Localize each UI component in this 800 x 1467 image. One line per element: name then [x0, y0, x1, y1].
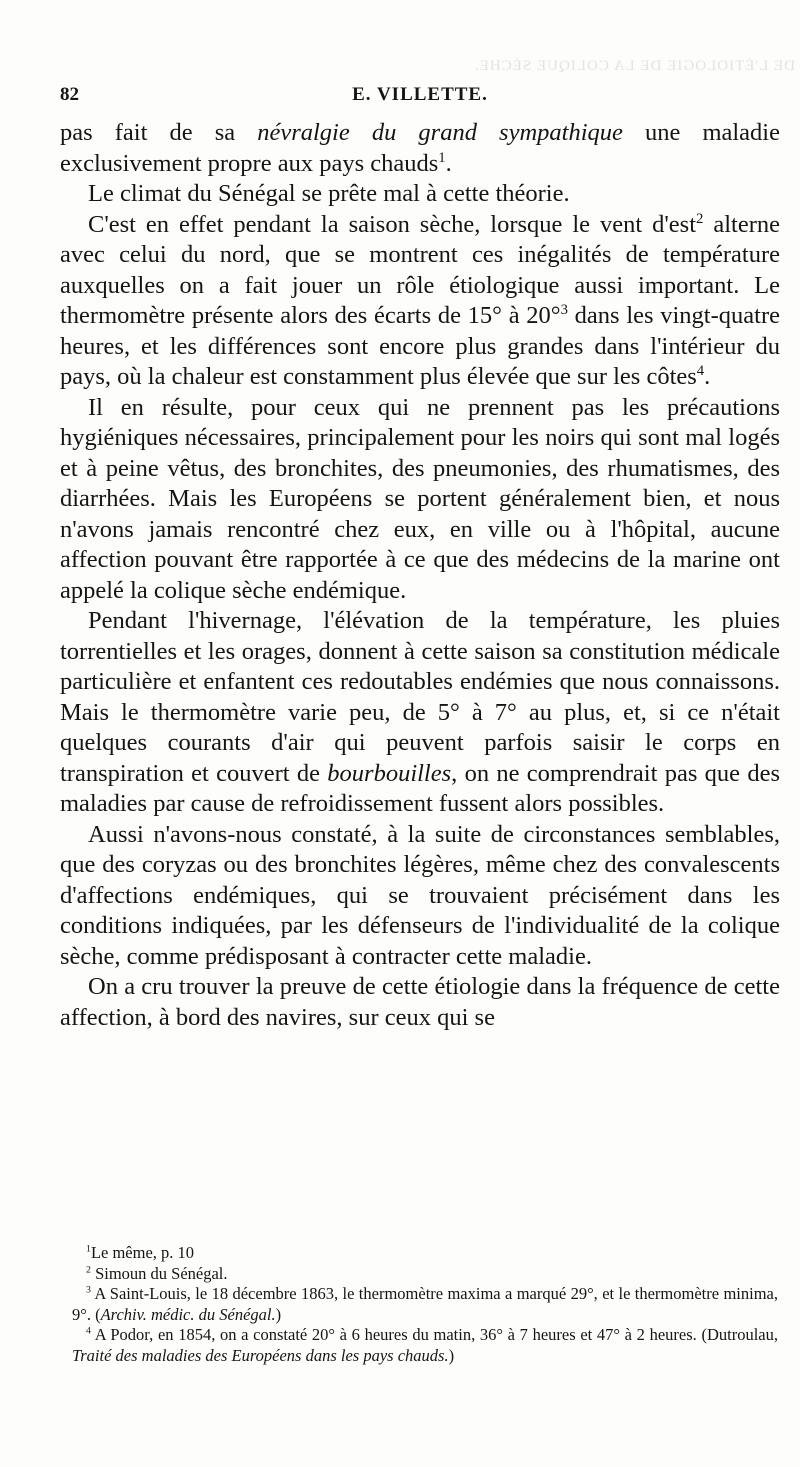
paragraph	[60, 606, 780, 820]
bleed-through-text: DE L'ÉTIOLOGIE DE LA COLIQUE SÈCHE.	[474, 58, 795, 74]
paragraph	[60, 393, 780, 607]
text-run: dans les vingt-quatre heures, et les différences sont encore plus grandes dans l'intérieur du pays, où la chaleur est constamment plus élevée que sur les côtes	[60, 302, 780, 390]
footnote	[72, 1243, 778, 1264]
body-text	[60, 118, 780, 1033]
italic-text: névralgie du grand sympathique	[257, 119, 623, 146]
text-run: A Podor, en 1854, on a constaté 20° à 6 heures du matin, 36° à 7 heures et 47° à 2 heures. (Dutroulau,	[90, 1325, 778, 1344]
paragraph	[60, 820, 780, 973]
footnotes	[72, 1243, 778, 1366]
text-run: , on ne comprendrait pas que des maladies par cause de refroidissement fussent alors possibles.	[60, 759, 780, 817]
text-run: alterne avec celui du nord, que se montrent ces inégalités de température auxquelles on a fait jouer un rôle étiologique aussi important. Le thermomètre présente alors des écarts de 15° à 20°	[60, 210, 780, 329]
text-run: Aussi n'avons-nous constaté, à la suite de circonstances semblables, que des coryzas ou des bronchites légères, même chez des convalescents d'affections endémiques, qui se trouvaient précisément dans les conditions indiquées, par les défenseurs de l'individualité de la colique sèche, comme prédisposant à contracter cette maladie.	[60, 820, 780, 970]
footnote-marker: 1	[86, 1243, 91, 1255]
text-run: A Saint-Louis, le 18 décembre 1863, le thermomètre maxima a marqué 29°, et le thermomètre minima, 9°. (	[72, 1284, 778, 1324]
text-run: Simoun du Sénégal.	[90, 1263, 228, 1283]
text-run: Le même, p. 10	[90, 1243, 195, 1262]
paragraph	[60, 210, 780, 393]
footnote-marker: 2	[86, 1264, 91, 1275]
paragraph	[60, 972, 780, 1033]
footnote	[72, 1284, 778, 1325]
footnote-marker: 4	[696, 362, 705, 379]
page-header	[60, 84, 780, 108]
text-run: Il en résulte, pour ceux qui ne prennent pas les précautions hygiéniques nécessaires, principalement pour les noirs qui sont mal logés et à peine vêtus, des bronchites, des pneumonies, des rhumatismes, des diarrhées. Mais les Européens se portent généralement bien, et nous n'avons jamais rencontré chez eux, en ville ou à l'hôpital, aucune affection pouvant être rapportée à ce que des médecins de la marine ont appelé la colique sèche endémique.	[60, 393, 780, 604]
footnote	[72, 1325, 778, 1366]
text-run: On a cru trouver la preuve de cette étiologie dans la fréquence de cette affection, à bord des navires, sur ceux qui se	[60, 973, 780, 1031]
text-run: C'est en effet pendant la saison sèche, lorsque le vent d'est	[88, 210, 697, 238]
italic-text: Traité des maladies des Européens dans les pays chauds.	[72, 1345, 449, 1365]
running-title: E. VILLETTE.	[352, 84, 488, 105]
text-run: .	[445, 149, 452, 177]
text-run: pas fait de sa	[60, 119, 258, 146]
text-run: .	[704, 363, 711, 390]
text-run: une maladie exclusivement propre aux pays chauds	[60, 119, 780, 177]
footnote-marker: 3	[86, 1284, 91, 1296]
text-run: )	[275, 1304, 282, 1324]
italic-text: Archiv. médic. du Sénégal.	[100, 1304, 276, 1324]
footnote-marker: 4	[86, 1325, 91, 1337]
text-run: Le climat du Sénégal se prête mal à cette théorie.	[88, 180, 570, 207]
paragraph	[60, 118, 780, 179]
footnote	[72, 1264, 778, 1285]
footnote-marker: 3	[560, 301, 568, 318]
paragraph	[60, 179, 780, 210]
footnote-marker: 2	[696, 210, 704, 227]
text-run: )	[448, 1345, 455, 1365]
page-number: 82	[60, 84, 79, 105]
italic-text: bourbouilles	[327, 759, 452, 787]
footnote-marker: 1	[438, 149, 446, 166]
text-run: Pendant l'hivernage, l'élévation de la température, les pluies torrentielles et les orages, donnent à cette saison sa constitution médicale particulière et enfantent ces redoutables endémies que nous connaissons. Mais le thermomètre varie peu, de 5° à 7° au plus, et, si ce n'était quelques courants d'air qui peuvent parfois saisir le corps en transpiration et couvert de	[60, 607, 780, 787]
